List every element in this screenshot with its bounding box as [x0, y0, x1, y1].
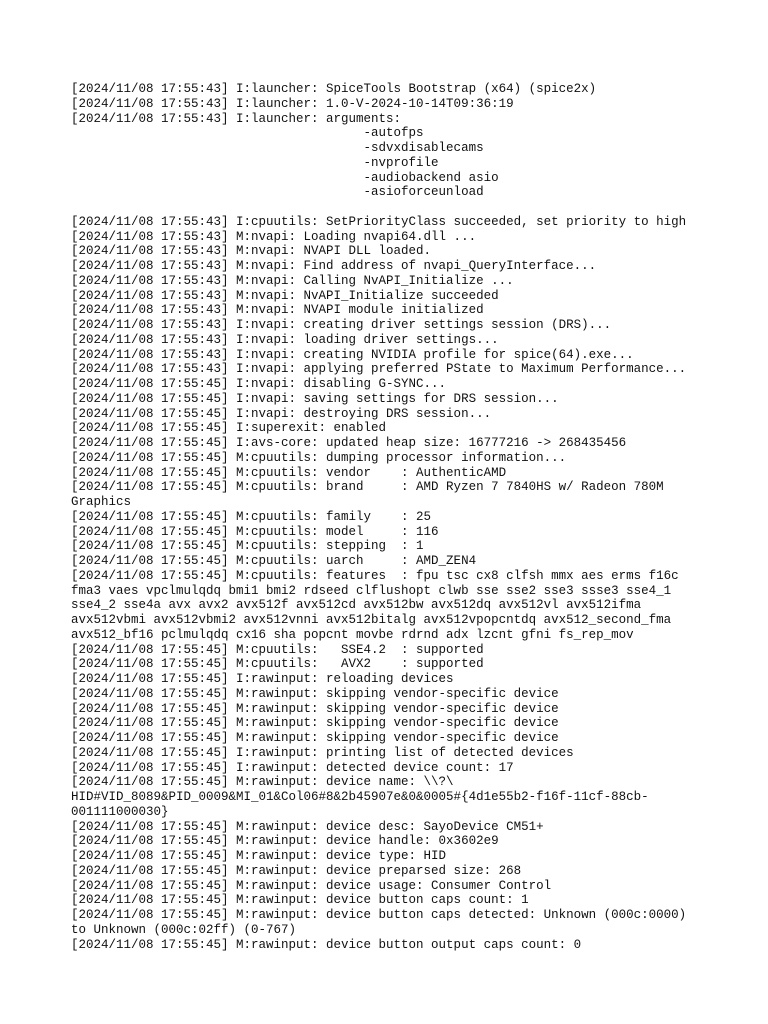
log-line: -autofps: [71, 126, 424, 141]
log-line: [2024/11/08 17:55:45] M:cpuutils: family : 25: [71, 509, 432, 524]
log-line: [2024/11/08 17:55:45] M:cpuutils: dumping processor information...: [71, 450, 567, 465]
log-line: [2024/11/08 17:55:45] M:cpuutils: model : 116: [71, 524, 439, 539]
log-line: -nvprofile: [71, 155, 439, 170]
log-line: [2024/11/08 17:55:45] M:rawinput: skipping vendor-specific device: [71, 701, 559, 716]
log-line: [2024/11/08 17:55:45] I:nvapi: saving settings for DRS session...: [71, 391, 559, 406]
log-line: [2024/11/08 17:55:43] M:nvapi: Loading nvapi64.dll ...: [71, 229, 477, 244]
log-line: [2024/11/08 17:55:45] M:cpuutils: features : fpu tsc cx8 clfsh mmx aes erms f16c: [71, 568, 679, 583]
log-line: [2024/11/08 17:55:45] M:rawinput: device type: HID: [71, 849, 447, 863]
log-line: [2024/11/08 17:55:45] M:cpuutils: uarch : AMD_ZEN4: [71, 554, 477, 568]
log-line: [2024/11/08 17:55:45] M:rawinput: device desc: SayoDevice CM51+: [71, 819, 544, 834]
log-line: to Unknown (000c:02ff) (0-767): [71, 922, 297, 937]
log-line: [2024/11/08 17:55:45] M:cpuutils: SSE4.2 : supported: [71, 642, 484, 657]
log-line: [2024/11/08 17:55:43] I:nvapi: applying preferred PState to Maximum Performance...: [71, 362, 687, 377]
log-line: Graphics: [71, 495, 132, 509]
log-line: -asioforceunload: [71, 185, 484, 200]
log-line: fma3 vaes vpclmulqdq bmi1 bmi2 rdseed clflushopt clwb sse sse2 sse3 ssse3 sse4_1: [71, 583, 672, 598]
log-line: avx512_bf16 pclmulqdq cx16 sha popcnt movbe rdrnd adx lzcnt gfni fs_rep_mov: [71, 627, 634, 642]
log-line: [2024/11/08 17:55:43] I:nvapi: creating NVIDIA profile for spice(64).exe...: [71, 347, 634, 362]
log-line: [2024/11/08 17:55:45] I:avs-core: updated heap size: 16777216 -> 268435456: [71, 436, 627, 450]
log-line: [2024/11/08 17:55:43] M:nvapi: Find address of nvapi_QueryInterface...: [71, 259, 597, 273]
log-line: [2024/11/08 17:55:43] I:launcher: SpiceTools Bootstrap (x64) (spice2x): [71, 82, 597, 96]
log-line: [2024/11/08 17:55:45] I:nvapi: destroying DRS session...: [71, 406, 492, 421]
log-line: [71, 200, 711, 215]
log-line: [2024/11/08 17:55:45] M:rawinput: device button caps count: 1: [71, 893, 529, 908]
log-line: 001111000030}: [71, 804, 169, 819]
log-line: [2024/11/08 17:55:45] I:rawinput: reloading devices: [71, 672, 454, 686]
log-line: [2024/11/08 17:55:43] M:nvapi: NvAPI_Initialize succeeded: [71, 288, 499, 303]
log-line: [2024/11/08 17:55:43] I:nvapi: loading driver settings...: [71, 332, 499, 347]
log-line: [2024/11/08 17:55:45] I:nvapi: disabling G-SYNC...: [71, 377, 447, 391]
log-output: [71, 82, 711, 952]
log-line: [2024/11/08 17:55:45] M:rawinput: device usage: Consumer Control: [71, 878, 552, 893]
log-line: [2024/11/08 17:55:45] M:rawinput: device handle: 0x3602e9: [71, 834, 499, 849]
log-line: [2024/11/08 17:55:43] I:nvapi: creating driver settings session (DRS)...: [71, 318, 612, 332]
log-line: [2024/11/08 17:55:43] M:nvapi: NVAPI module initialized: [71, 303, 484, 318]
log-line: [2024/11/08 17:55:45] M:rawinput: device preparsed size: 268: [71, 863, 522, 878]
log-line: [2024/11/08 17:55:45] M:cpuutils: stepping : 1: [71, 539, 424, 554]
log-line: [2024/11/08 17:55:43] I:launcher: arguments:: [71, 111, 402, 126]
log-line: [2024/11/08 17:55:43] I:launcher: 1.0-V-2024-10-14T09:36:19: [71, 96, 514, 111]
log-line: [2024/11/08 17:55:45] M:cpuutils: brand : AMD Ryzen 7 7840HS w/ Radeon 780M: [71, 480, 664, 495]
log-line: -audiobackend asio: [71, 170, 499, 185]
log-line: [2024/11/08 17:55:43] M:nvapi: Calling NvAPI_Initialize ...: [71, 273, 514, 288]
log-line: HID#VID_8089&PID_0009&MI_01&Col06#8&2b45907e&0&0005#{4d1e55b2-f16f-11cf-88cb-: [71, 790, 649, 804]
log-line: [2024/11/08 17:55:45] M:rawinput: device name: \\?\: [71, 775, 454, 790]
log-line: [2024/11/08 17:55:45] M:rawinput: skipping vendor-specific device: [71, 731, 559, 745]
log-line: [2024/11/08 17:55:45] M:rawinput: device button output caps count: 0: [71, 937, 582, 952]
log-line: [2024/11/08 17:55:45] I:rawinput: printing list of detected devices: [71, 745, 574, 760]
log-line: -sdvxdisablecams: [71, 141, 484, 155]
log-line: avx512vbmi avx512vbmi2 avx512vnni avx512bitalg avx512vpopcntdq avx512_second_fma: [71, 613, 672, 627]
log-line: [2024/11/08 17:55:45] I:rawinput: detected device count: 17: [71, 760, 514, 775]
log-line: sse4_2 sse4a avx avx2 avx512f avx512cd avx512bw avx512dq avx512vl avx512ifma: [71, 598, 642, 613]
log-line: [2024/11/08 17:55:45] M:cpuutils: AVX2 : supported: [71, 657, 484, 672]
log-line: [2024/11/08 17:55:45] M:rawinput: skipping vendor-specific device: [71, 686, 559, 701]
log-line: [2024/11/08 17:55:43] I:cpuutils: SetPriorityClass succeeded, set priority to high: [71, 214, 687, 229]
log-line: [2024/11/08 17:55:45] M:cpuutils: vendor : AuthenticAMD: [71, 465, 507, 480]
log-line: [2024/11/08 17:55:45] M:rawinput: device button caps detected: Unknown (000c:0000): [71, 908, 687, 922]
log-line: [2024/11/08 17:55:45] M:rawinput: skipping vendor-specific device: [71, 716, 559, 731]
log-line: [2024/11/08 17:55:43] M:nvapi: NVAPI DLL loaded.: [71, 244, 432, 259]
log-line: [2024/11/08 17:55:45] I:superexit: enabled: [71, 421, 387, 436]
